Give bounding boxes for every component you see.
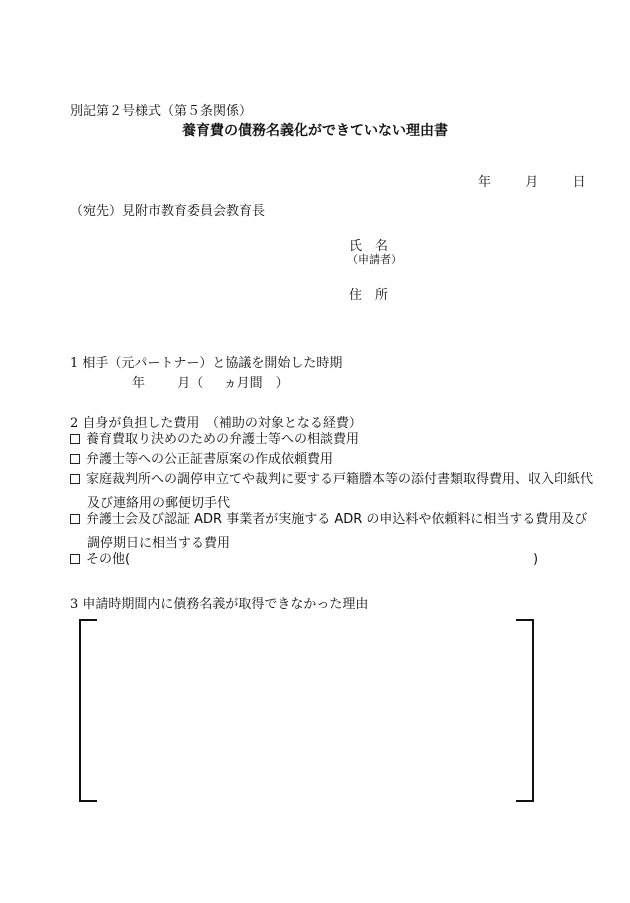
- expense-item-label: 弁護士等への公正証書原案の作成依頼費用: [86, 452, 334, 467]
- date-month-label: 月: [525, 175, 539, 190]
- date-year-label: 年: [478, 175, 492, 190]
- applicant-address-label: 住 所: [349, 288, 389, 303]
- checkbox[interactable]: [70, 514, 80, 524]
- section3-title: 3 申請時期間内に債務名義が取得できなかった理由: [70, 597, 369, 612]
- expense-item-label: 弁護士会及び認証 ADR 事業者が実施する ADR の申込料や依頼料に相当する費用及び: [86, 512, 588, 527]
- date-day-label: 日: [572, 175, 586, 190]
- checkbox[interactable]: [70, 434, 80, 444]
- expense-item-label: 家庭裁判所への調停申立てや裁判に要する戸籍謄本等の添付書類取得費用、収入印紙代: [86, 472, 594, 487]
- other-close-paren: ): [533, 552, 539, 567]
- section1-duration-label: ヵ月間 ）: [223, 376, 289, 391]
- applicant-role-label: （申請者）: [347, 253, 402, 266]
- expense-item-3[interactable]: [70, 470, 593, 490]
- expense-item-2[interactable]: [70, 450, 333, 470]
- date-line: [478, 171, 586, 190]
- expense-item-label: 養育費取り決めのための弁護士等への相談費用: [86, 432, 360, 447]
- form-number: 別記第２号様式（第５条関係）: [70, 104, 253, 119]
- reason-text-area[interactable]: [100, 630, 510, 790]
- applicant-name-label: 氏 名: [349, 239, 389, 254]
- expense-item-other[interactable]: [70, 550, 130, 570]
- page-title: 養育費の債務名義化ができていない理由書: [182, 123, 448, 139]
- section1-month-label: 月（: [177, 376, 204, 391]
- section2-title: 2 自身が負担した費用 （補助の対象となる経費）: [70, 416, 362, 431]
- section1-title: 1 相手（元パートナー）と協議を開始した時期: [70, 356, 343, 371]
- reason-bracket-right: [516, 619, 534, 802]
- addressee: （宛先）見附市教育委員会教育長: [70, 204, 266, 219]
- expense-item-4[interactable]: [70, 510, 587, 530]
- expense-item-3-continuation: 及び連絡用の郵便切手代: [87, 496, 231, 511]
- section1-year-label: 年: [132, 376, 146, 391]
- reason-bracket-left: [79, 619, 97, 802]
- expense-item-label: その他(: [86, 552, 131, 567]
- section1-period: [132, 372, 289, 391]
- expense-item-1[interactable]: [70, 430, 359, 450]
- expense-item-4-continuation: 調停期日に相当する費用: [87, 536, 231, 551]
- checkbox[interactable]: [70, 554, 80, 564]
- checkbox[interactable]: [70, 474, 80, 484]
- checkbox[interactable]: [70, 454, 80, 464]
